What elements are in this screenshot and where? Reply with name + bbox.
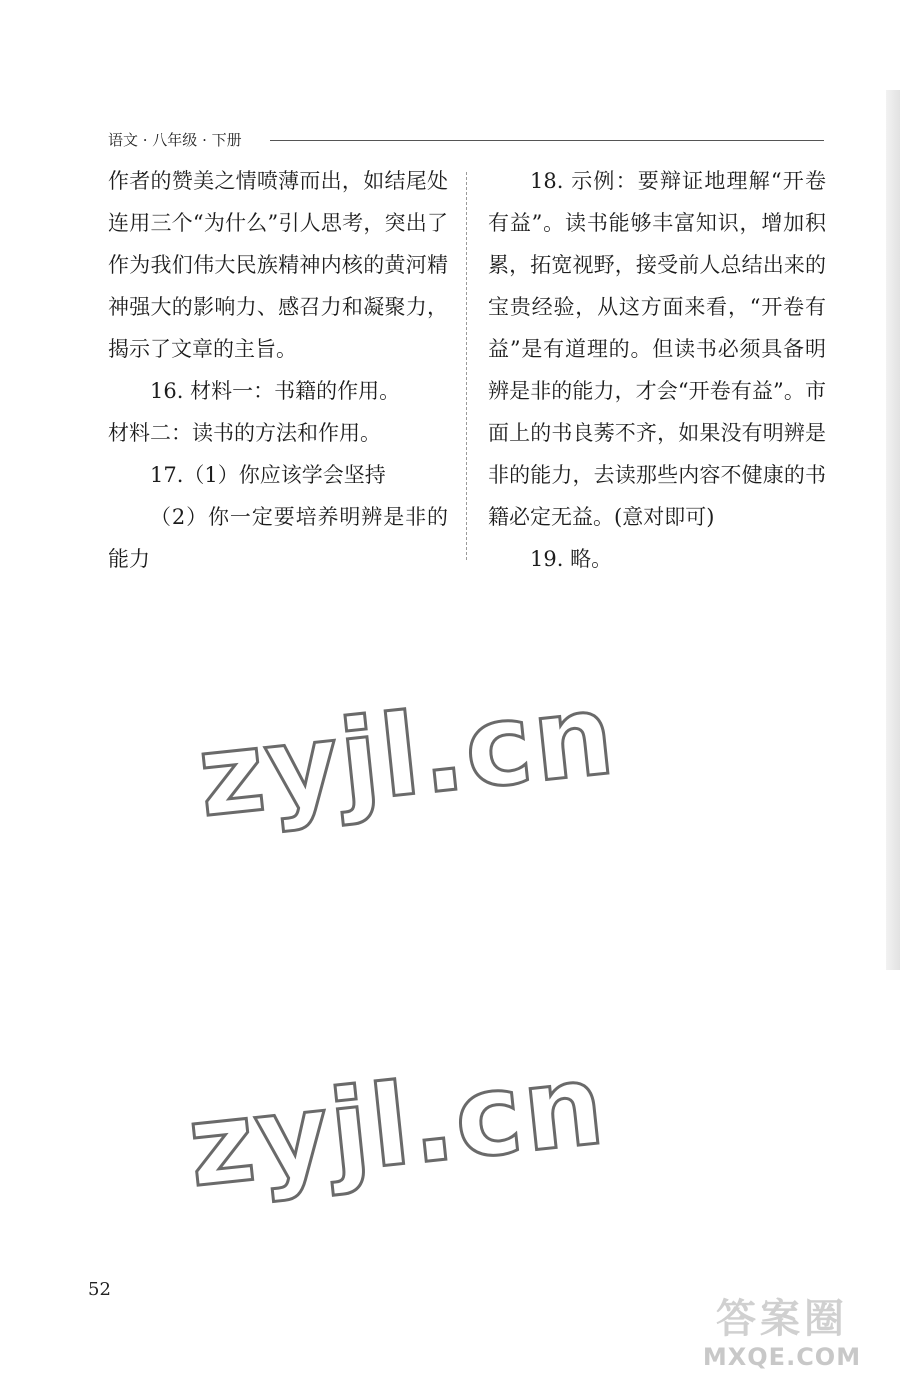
page-edge-shadow [886,90,900,970]
header-rule [270,140,824,141]
running-header [108,128,824,152]
left-column [108,160,448,580]
answer-16: 16. 材料一：书籍的作用。 [150,379,401,403]
right-column [488,160,826,580]
corner-logo-chinese: 答案圈 [716,1296,848,1342]
answer-16-material-2: 材料二：读书的方法和作用。 [108,421,381,445]
answer-17-part-1: 17.（1）你应该学会坚持 [150,463,386,487]
watermark-zyjl: zyjl.cn [182,1039,612,1213]
corner-logo [682,1296,882,1380]
header-title: 语文 · 八年级 · 下册 [108,131,242,149]
watermark-zyjl: zyjl.cn [192,669,622,843]
column-divider [466,172,467,560]
answer-17-part-2: （2）你一定要培养明辨是非的能力 [108,505,448,571]
page-number: 52 [88,1279,111,1300]
left-paragraph-continuation: 作者的赞美之情喷薄而出，如结尾处连用三个“为什么”引人思考，突出了作为我们伟大民族精神内核的黄河精神强大的影响力、感召力和凝聚力，揭示了文章的主旨。 [108,169,448,361]
answer-18: 18. 示例：要辩证地理解“开卷有益”。读书能够丰富知识，增加积累，拓宽视野，接受前人总结出来的宝贵经验，从这方面来看，“开卷有益”是有道理的。但读书必须具备明辨是非的能力，才会“开卷有益”。市面上的书良莠不齐，如果没有明辨是非的能力，去读那些内容不健康的书籍必定无益。(意对即可) [488,169,826,529]
answer-19: 19. 略。 [530,547,613,571]
corner-logo-url: MXQE.COM [702,1343,862,1371]
